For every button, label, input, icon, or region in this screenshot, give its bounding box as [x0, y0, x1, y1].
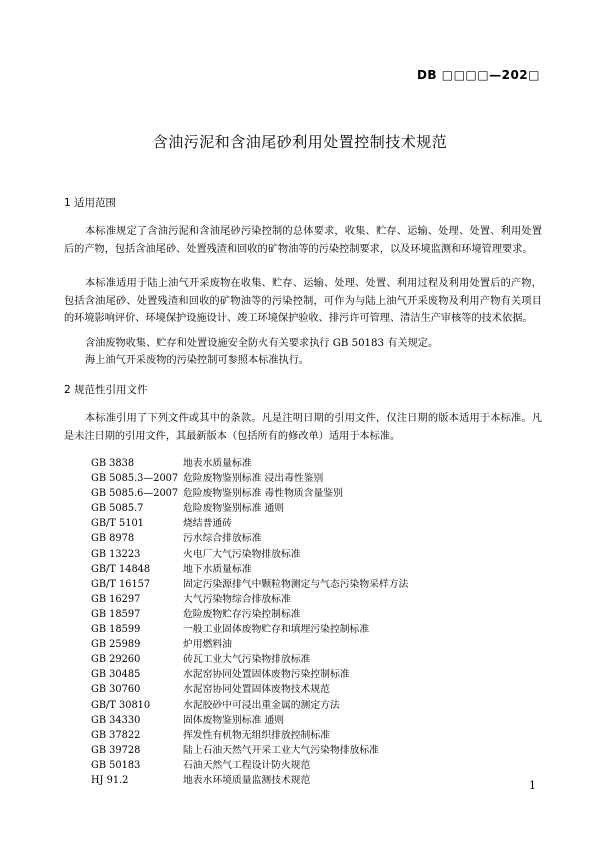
reference-item: [91, 592, 511, 607]
reference-code: GB 18597: [91, 608, 141, 620]
reference-title: 固定污染源排气中颗粒物测定与气态污染物采样方法: [183, 578, 409, 590]
page-number: 1: [529, 779, 536, 792]
reference-code: GB 30485: [91, 669, 141, 681]
reference-item: [91, 516, 511, 531]
section-1-heading: 1 适用范围: [64, 197, 117, 209]
reference-title: 地下水质量标准: [183, 563, 252, 575]
reference-title: 水泥胶砂中可浸出重金属的测定方法: [183, 699, 340, 711]
reference-title: 一般工业固体废物贮存和填埋污染控制标准: [183, 624, 370, 636]
reference-code: GB/T 30810: [91, 699, 151, 711]
reference-item: [91, 743, 511, 758]
document-code: DB □□□□—202□: [416, 68, 540, 82]
document-title: 含油污泥和含油尾砂利用处置控制技术规范: [152, 133, 448, 151]
section-1-paragraph-2: 本标准适用于陆上油气开采废物在收集、贮存、运输、处理、处置、利用过程及利用处置后的产物，包括含油尾砂、处置残渣和回收的矿物油等的污染控制，可作为与陆上油气开采废物及利用产物有关项目的环境影响评价、环境保护设施设计、竣工环境保护验收、排污许可管理、清洁生产审核等的技术依据。: [64, 278, 542, 324]
reference-code: GB 5085.3—2007: [91, 473, 179, 485]
reference-code: GB 34330: [91, 714, 141, 726]
reference-item: [91, 531, 511, 546]
reference-code: GB 5085.7: [91, 503, 144, 515]
reference-item: [91, 607, 511, 622]
reference-title: 水泥窑协同处置固体废物技术规范: [183, 684, 330, 696]
reference-title: 地表水环境质量监测技术规范: [183, 774, 311, 786]
reference-code: GB 25989: [91, 639, 141, 651]
reference-item: [91, 682, 511, 697]
reference-title: 陆上石油天然气开采工业大气污染物排放标准: [183, 744, 379, 756]
reference-code: GB/T 16157: [91, 578, 151, 590]
reference-title: 危险废物鉴别标准 通则: [183, 503, 285, 515]
reference-item: [91, 471, 511, 486]
reference-item: [91, 547, 511, 562]
reference-item: [91, 652, 511, 667]
section-1-paragraph-3: 含油废物收集、贮存和处置设施安全防火有关要求执行 GB 50183 有关规定。: [85, 338, 439, 349]
reference-item: [91, 577, 511, 592]
reference-code: GB 50183: [91, 759, 141, 771]
section-1-paragraph-1: 本标准规定了含油污泥和含油尾砂污染控制的总体要求，收集、贮存、运输、处理、处置、利用处置后的产物，包括含油尾砂、处置残渣和回收的矿物油等的污染控制要求，以及环境监测和环境管理要求。: [64, 226, 542, 255]
reference-code: GB 16297: [91, 593, 141, 605]
reference-code: GB 5085.6—2007: [91, 488, 179, 500]
reference-title: 污水综合排放标准: [183, 533, 262, 545]
reference-title: 地表水质量标准: [183, 458, 252, 469]
reference-code: GB/T 5101: [91, 518, 144, 530]
reference-item: [91, 713, 511, 728]
reference-item: [91, 773, 511, 788]
reference-code: GB 18599: [91, 624, 141, 636]
section-2-intro: 本标准引用了下列文件或其中的条款。凡是注明日期的引用文件，仅注日期的版本适用于本标准。凡是未注日期的引用文件，其最新版本（包括所有的修改单）适用于本标准。: [64, 413, 542, 442]
reference-item: [91, 501, 511, 516]
reference-code: GB 30760: [91, 684, 141, 696]
reference-code: HJ 91.2: [91, 774, 129, 786]
reference-item: [91, 758, 511, 773]
reference-title: 石油天然气工程设计防火规范: [183, 759, 311, 771]
reference-item: [91, 486, 511, 501]
reference-title: 火电厂大气污染物排放标准: [183, 548, 301, 560]
reference-code: GB 13223: [91, 548, 141, 560]
reference-code: GB 3838: [91, 458, 135, 469]
reference-code: GB 8978: [91, 533, 135, 545]
reference-item: [91, 456, 511, 471]
reference-code: GB 29260: [91, 654, 141, 666]
reference-title: 危险废物鉴别标准 毒性物质含量鉴别: [183, 488, 343, 500]
reference-item: [91, 728, 511, 743]
reference-title: 危险废物贮存污染控制标准: [183, 608, 301, 620]
reference-title: 挥发性有机物无组织排放控制标准: [183, 729, 330, 741]
reference-item: [91, 562, 511, 577]
reference-title: 烧结普通砖: [183, 518, 232, 530]
reference-code: GB 37822: [91, 729, 141, 741]
reference-item: [91, 637, 511, 652]
reference-title: 固体废物鉴别标准 通则: [183, 714, 285, 726]
section-1-paragraph-4: 海上油气开采废物的污染控制可参照本标准执行。: [85, 355, 310, 366]
reference-title: 大气污染物综合排放标准: [183, 593, 291, 605]
reference-code: GB/T 14848: [91, 563, 151, 575]
reference-item: [91, 667, 511, 682]
reference-title: 炉用燃料油: [183, 639, 232, 651]
reference-item: [91, 698, 511, 713]
reference-list: [91, 456, 511, 788]
reference-title: 水泥窑协同处置固体废物污染控制标准: [183, 669, 350, 681]
reference-title: 砖瓦工业大气污染物排放标准: [183, 654, 311, 666]
reference-item: [91, 622, 511, 637]
section-2-heading: 2 规范性引用文件: [64, 384, 148, 396]
reference-title: 危险废物鉴别标准 浸出毒性鉴别: [183, 473, 324, 485]
reference-code: GB 39728: [91, 744, 141, 756]
